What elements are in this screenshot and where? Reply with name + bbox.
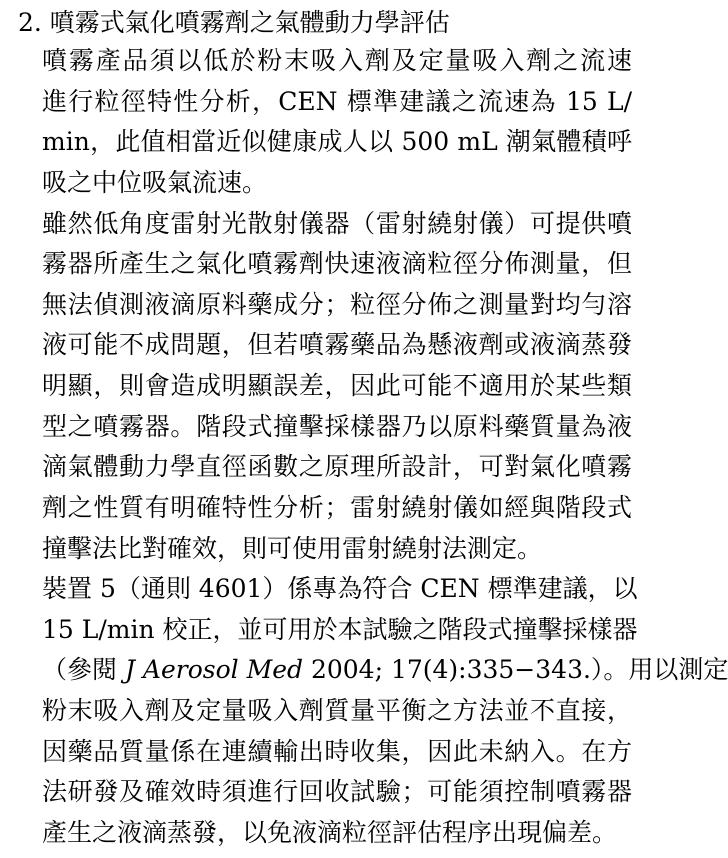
text-line: 滴氣體動力學直徑函數之原理所設計，可對氣化噴霧 [42, 452, 632, 481]
paragraph-1-line-3 [42, 125, 632, 159]
paragraph-1-line-4 [42, 166, 267, 200]
text-line: 雖然低角度雷射光散射儀器（雷射繞射儀）可提供噴 [42, 209, 632, 238]
text-line: 法研發及確效時須進行回收試驗；可能須控制噴霧器 [42, 777, 632, 806]
paragraph-3-line-7 [42, 816, 617, 850]
paragraph-2-line-5 [42, 369, 632, 403]
paragraph-2-line-3 [42, 288, 632, 322]
paragraph-3-line-4 [42, 694, 632, 728]
paragraph-2-line-7 [42, 450, 632, 484]
section-heading [18, 6, 450, 40]
citation-journal: J Aerosol Med [124, 655, 303, 684]
paragraph-3-line-1 [42, 572, 638, 606]
text-line: 產生之液滴蒸發，以免液滴粒徑評估程序出現偏差。 [42, 818, 618, 847]
paragraph-2-line-1 [42, 207, 632, 241]
text-line: 撞擊法比對確效，則可使用雷射繞射法測定。 [42, 534, 543, 563]
text-line: 劑之性質有明確特性分析；雷射繞射儀如經與階段式 [42, 493, 632, 522]
citation-line [42, 653, 728, 687]
citation-rest: 2004; 17(4):335−343.）。用以測定 [303, 655, 728, 684]
paragraph-2-line-6 [42, 410, 632, 444]
text-line: 霧器所產生之氣化噴霧劑快速液滴粒徑分佈測量，但 [42, 249, 632, 278]
text-line: 粉末吸入劑及定量吸入劑質量平衡之方法並不直接， [42, 696, 632, 725]
text-line: 噴霧產品須以低於粉末吸入劑及定量吸入劑之流速 [42, 46, 632, 75]
paragraph-3-line-5 [42, 735, 632, 769]
text-line: 無法偵測液滴原料藥成分；粒徑分佈之測量對均勻溶 [42, 290, 632, 319]
text-line: 型之噴霧器。階段式撞擊採樣器乃以原料藥質量為液 [42, 412, 632, 441]
citation-prefix: （參閱 [42, 655, 125, 684]
text-line: 因藥品質量係在連續輸出時收集，因此未納入。在方 [42, 737, 632, 766]
paragraph-1-line-1 [42, 44, 632, 78]
text-line: 吸之中位吸氣流速。 [42, 168, 268, 197]
paragraph-2-line-9 [42, 532, 542, 566]
text-line: min，此值相當近似健康成人以 500 mL 潮氣體積呼 [42, 127, 632, 156]
text-line: 液可能不成問題，但若噴霧藥品為懸液劑或液滴蒸發 [42, 330, 632, 359]
paragraph-3-line-2 [42, 613, 638, 647]
paragraph-2-line-4 [42, 328, 632, 362]
paragraph-3-line-3 [42, 653, 728, 687]
text-line: 15 L/min 校正，並可用於本試驗之階段式撞擊採樣器 [42, 615, 638, 644]
paragraph-1-line-2 [42, 85, 632, 119]
text-line: 明顯，則會造成明顯誤差，因此可能不適用於某些類 [42, 371, 632, 400]
text-line: 進行粒徑特性分析，CEN 標準建議之流速為 15 L/ [42, 87, 632, 116]
paragraph-2-line-2 [42, 247, 632, 281]
text-line: 裝置 5（通則 4601）係專為符合 CEN 標準建議，以 [42, 574, 638, 603]
section-heading-text: 2. 噴霧式氣化噴霧劑之氣體動力學評估 [18, 8, 450, 37]
paragraph-2-line-8 [42, 491, 632, 525]
paragraph-3-line-6 [42, 775, 632, 809]
